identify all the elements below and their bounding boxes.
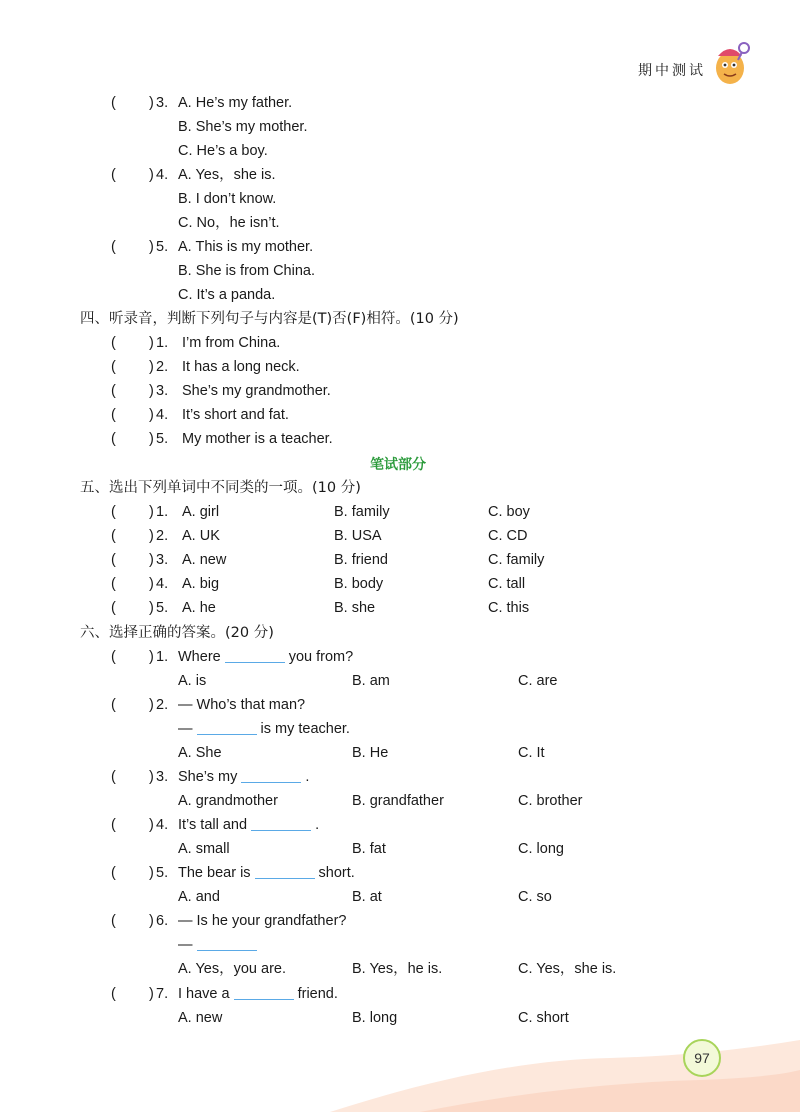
paren-open: ( [111,817,116,833]
option-b: B. He [352,745,389,761]
paren-open: ( [111,576,116,592]
option-c: C. long [518,841,564,857]
page-header-title: 期中测试 [638,63,706,79]
paren-close: ) [149,528,154,544]
paren-open: ( [111,383,116,399]
option-a: A. he [182,600,216,616]
question-number: 6. [156,913,169,929]
question-stem: The bear is short. [178,865,355,881]
option-a: A. She [178,745,222,761]
question-number: 1. [156,504,169,520]
answer-blank[interactable] [234,985,294,1000]
paren-open: ( [111,769,116,785]
option-c: C. short [518,1010,569,1026]
question-number: 5. [156,239,169,255]
question-stem: She’s my . [178,769,310,785]
answer-blank[interactable] [197,720,257,735]
option-c: C. It [518,745,545,761]
paren-open: ( [111,528,116,544]
question-number: 4. [156,817,169,833]
dialogue-line: — Who’s that man? [178,697,306,713]
question-number: 5. [156,865,169,881]
option-b: B. body [334,576,384,592]
paren-open: ( [111,167,116,183]
paren-close: ) [149,167,154,183]
option-c: C. He’s a boy. [178,143,268,159]
statement-text: I’m from China. [182,335,281,351]
option-c: C. tall [488,576,526,592]
dialogue-answer: — is my teacher. [178,721,350,737]
answer-blank[interactable] [197,936,257,951]
question-number: 1. [156,335,169,351]
paren-close: ) [149,649,154,665]
option-a: A. and [178,889,220,905]
statement-text: She’s my grandmother. [182,383,331,399]
paren-open: ( [111,865,116,881]
option-c: C. so [518,889,552,905]
option-a: A. is [178,673,207,689]
question-number: 4. [156,407,169,423]
question-stem: It’s tall and . [178,817,320,833]
option-a: A. small [178,841,230,857]
answer-blank[interactable] [241,768,301,783]
question-number: 2. [156,359,169,375]
option-a: A. Yes，you are. [178,961,287,977]
question-number: 5. [156,431,169,447]
paren-close: ) [149,769,154,785]
section4-title: 四、听录音，判断下列句子与内容是(T)否(F)相符。(10 分) [80,311,459,327]
paren-open: ( [111,504,116,520]
statement-text: It’s short and fat. [182,407,289,423]
statement-text: It has a long neck. [182,359,300,375]
paren-close: ) [149,335,154,351]
paren-open: ( [111,407,116,423]
option-c: C. No，he isn’t. [178,215,280,231]
paren-open: ( [111,335,116,351]
option-c: C. this [488,600,530,616]
page-number-badge: 97 [683,1039,721,1077]
paren-open: ( [111,359,116,375]
paren-close: ) [149,552,154,568]
dialogue-line: — Is he your grandfather? [178,913,347,929]
option-c: C. family [488,552,545,568]
section6-title: 六、选择正确的答案。(20 分) [80,625,274,641]
question-number: 3. [156,95,169,111]
option-b: B. she [334,600,376,616]
question-number: 1. [156,649,169,665]
option-b: B. am [352,673,390,689]
option-a: A. new [182,552,227,568]
paren-close: ) [149,697,154,713]
question-number: 3. [156,552,169,568]
dialogue-answer: — [178,935,261,955]
option-a: A. big [182,576,220,592]
option-c: C. are [518,673,558,689]
paren-close: ) [149,359,154,375]
mascot-character-icon [712,38,754,90]
option-c: C. brother [518,793,583,809]
paren-open: ( [111,986,116,1002]
option-a: A. This is my mother. [178,239,314,255]
option-a: A. new [178,1010,223,1026]
section5-title: 五、选出下列单词中不同类的一项。(10 分) [80,480,361,496]
question-number: 4. [156,576,169,592]
paren-close: ) [149,504,154,520]
paren-open: ( [111,95,116,111]
paren-close: ) [149,431,154,447]
paren-close: ) [149,407,154,423]
option-a: A. grandmother [178,793,278,809]
statement-text: My mother is a teacher. [182,431,333,447]
option-c: C. It’s a panda. [178,287,276,303]
question-stem: I have a friend. [178,986,338,1002]
paren-open: ( [111,913,116,929]
option-b: B. at [352,889,382,905]
option-a: A. Yes，she is. [178,167,276,183]
option-b: B. long [352,1010,398,1026]
question-number: 2. [156,697,169,713]
paren-open: ( [111,431,116,447]
answer-blank[interactable] [251,816,311,831]
question-number: 5. [156,600,169,616]
paren-close: ) [149,576,154,592]
paren-close: ) [149,913,154,929]
option-b: B. USA [334,528,382,544]
paren-close: ) [149,239,154,255]
paren-open: ( [111,697,116,713]
option-b: B. grandfather [352,793,444,809]
option-a: A. UK [182,528,220,544]
option-b: B. friend [334,552,388,568]
question-number: 2. [156,528,169,544]
question-number: 4. [156,167,169,183]
paren-close: ) [149,986,154,1002]
paren-close: ) [149,865,154,881]
option-b: B. She is from China. [178,263,315,279]
option-b: B. She’s my mother. [178,119,308,135]
option-b: B. I don’t know. [178,191,277,207]
option-a: A. He’s my father. [178,95,293,111]
paren-open: ( [111,649,116,665]
option-b: B. Yes，he is. [352,961,443,977]
option-a: A. girl [182,504,220,520]
question-number: 3. [156,383,169,399]
option-c: C. boy [488,504,530,520]
option-c: C. Yes，she is. [518,961,617,977]
answer-blank[interactable] [225,648,285,663]
paren-open: ( [111,600,116,616]
question-stem: Where you from? [178,649,354,665]
paren-open: ( [111,552,116,568]
written-part-label: 笔试部分 [370,457,426,473]
paren-close: ) [149,817,154,833]
option-c: C. CD [488,528,528,544]
answer-blank[interactable] [255,864,315,879]
option-b: B. fat [352,841,386,857]
question-number: 7. [156,986,169,1002]
question-number: 3. [156,769,169,785]
paren-open: ( [111,239,116,255]
paren-close: ) [149,600,154,616]
option-b: B. family [334,504,390,520]
paren-close: ) [149,383,154,399]
paren-close: ) [149,95,154,111]
